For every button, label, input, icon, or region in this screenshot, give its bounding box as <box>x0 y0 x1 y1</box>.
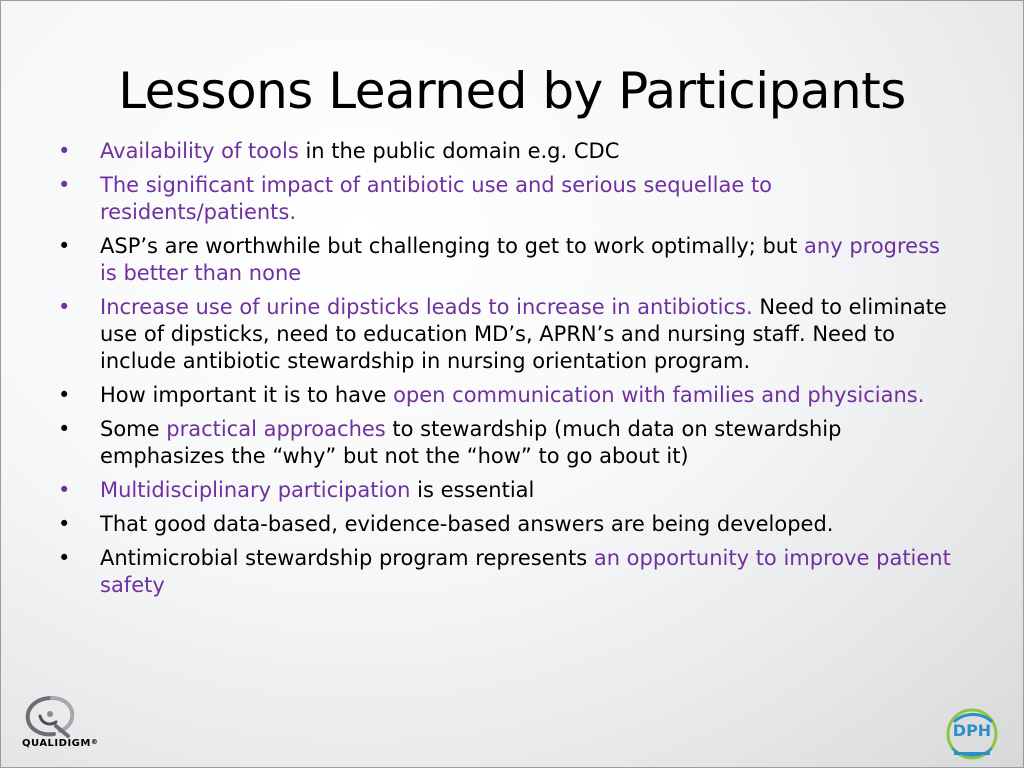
bullet-dot-icon: • <box>58 512 71 536</box>
bullet-item <box>56 138 956 165</box>
dph-text: DPH <box>952 721 992 740</box>
bullet-highlight-text: Increase use of urine dipsticks leads to increase in antibiotics. <box>100 295 753 319</box>
bullet-text: ASP’s are worthwhile but challenging to get to work optimally; but <box>100 234 805 258</box>
bullet-highlight-text: practical approaches <box>166 417 386 441</box>
bullet-dot-icon: • <box>58 478 71 502</box>
bullet-dot-icon: • <box>58 234 71 258</box>
bullet-text: Antimicrobial stewardship program represents <box>100 546 594 570</box>
bullet-dot-icon: • <box>58 417 71 441</box>
qualidigm-registered-mark: ® <box>90 738 99 746</box>
bullet-item <box>56 545 956 599</box>
bullet-item <box>56 382 956 409</box>
bullet-dot-icon: • <box>58 139 71 163</box>
bullet-highlight-text: Availability of tools <box>100 139 299 163</box>
bullet-highlight-text: The significant impact of antibiotic use and serious sequellae to residents/patients. <box>100 173 773 224</box>
bullet-dot-icon: • <box>58 383 71 407</box>
bullet-text: Some <box>100 417 167 441</box>
dph-logo <box>944 708 1000 762</box>
bullet-item <box>56 172 956 226</box>
bullet-text: How important it is to have <box>100 383 394 407</box>
qualidigm-wordmark <box>22 738 98 749</box>
qualidigm-name: QUALIDIGM <box>22 738 91 749</box>
bullet-highlight-text: Multidisciplinary participation <box>100 478 411 502</box>
bullet-item <box>56 233 956 287</box>
bullet-item <box>56 511 956 538</box>
bullet-item <box>56 477 956 504</box>
bullet-dot-icon: • <box>58 295 71 319</box>
bullet-text: That good data-based, evidence-based answers are being developed. <box>100 512 834 536</box>
bullet-list <box>56 138 956 606</box>
bullet-text: Need to eliminate use of dipsticks, need to education MD’s, APRN’s and nursing staff. Need to include antibiotic stewardship in nursing orientation program. <box>100 295 947 373</box>
bullet-text: is essential <box>410 478 535 502</box>
bullet-item <box>56 294 956 375</box>
bullet-item <box>56 416 956 470</box>
bullet-text: to stewardship (much data on stewardship emphasizes the “why” but not the “how” to go about it) <box>100 417 842 468</box>
bullet-text: in the public domain e.g. CDC <box>298 139 620 163</box>
bullet-dot-icon: • <box>58 173 71 197</box>
qualidigm-swirl-icon <box>22 694 82 738</box>
bullet-highlight-text: any progress is better than none <box>100 234 940 285</box>
slide-title: Lessons Learned by Participants <box>118 62 906 120</box>
qualidigm-logo <box>22 694 122 754</box>
bullet-highlight-text: an opportunity to improve patient safety <box>100 546 951 597</box>
bullet-dot-icon: • <box>58 546 71 570</box>
bullet-highlight-text: open communication with families and physicians. <box>393 383 925 407</box>
